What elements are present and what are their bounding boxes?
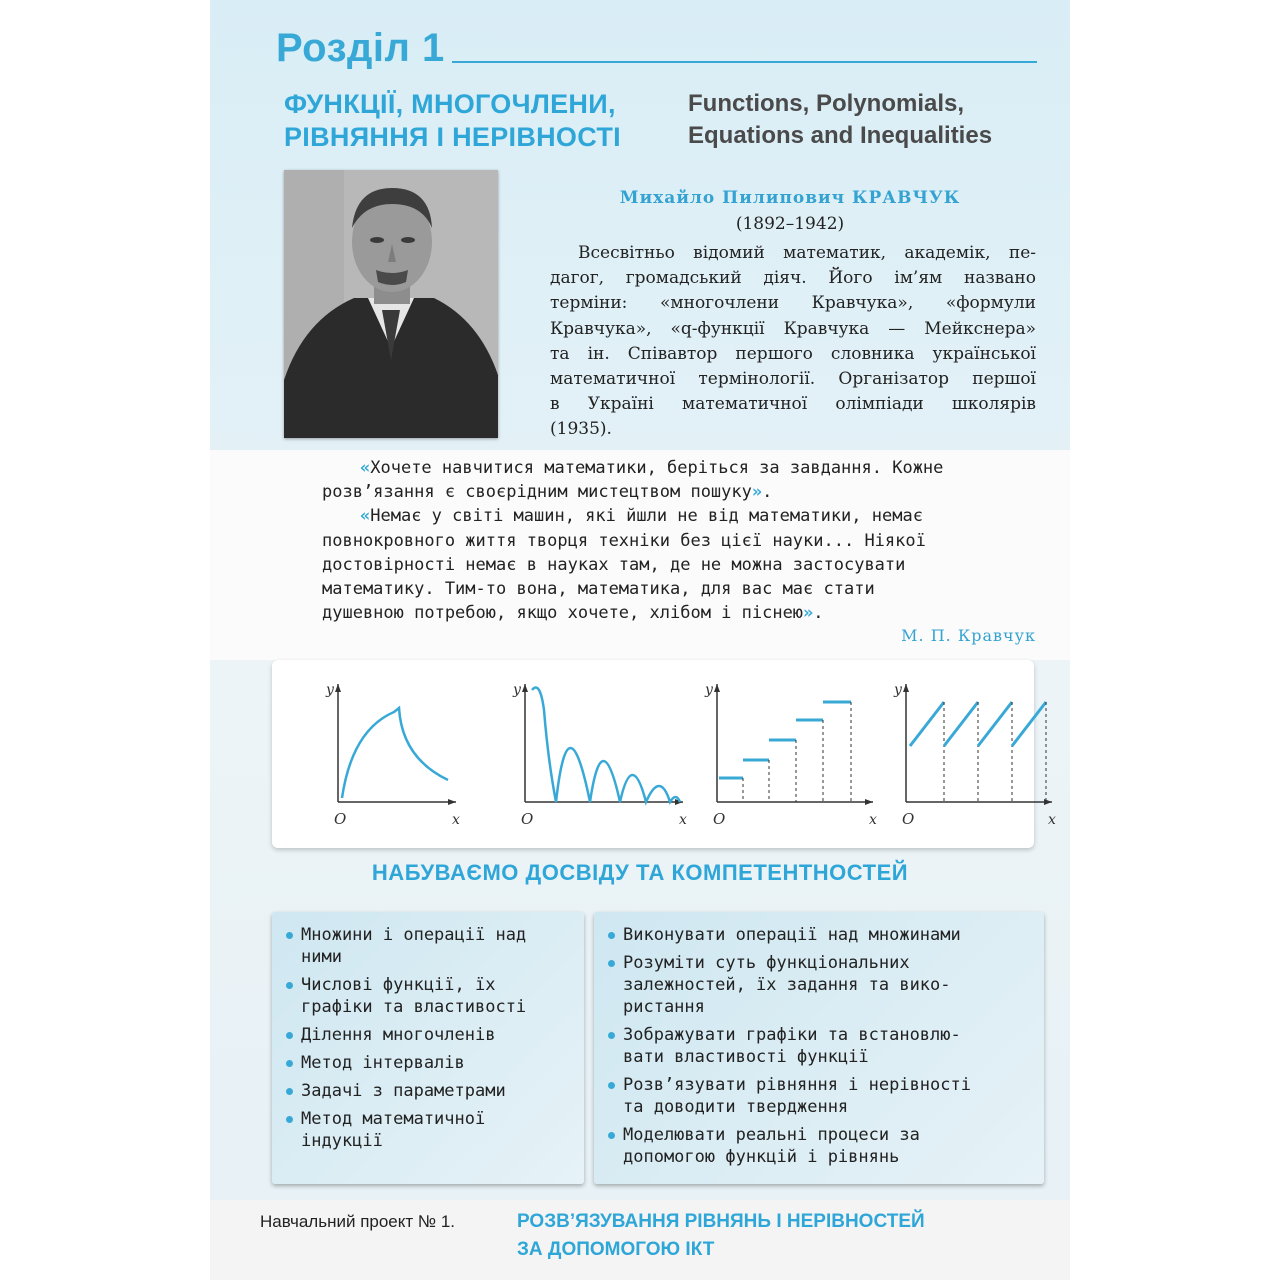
bio-line: Кравчука», «q-функції Кравчука — Мейкснера» (550, 318, 1036, 339)
competence-item (286, 974, 526, 1018)
open-quote-mark: « (360, 506, 371, 527)
section-label: Розділ 1 (276, 26, 445, 70)
competence-item (608, 1024, 971, 1068)
quote-text: достовірності немає в науках там, де не можна застосувати (322, 554, 906, 575)
bio-line: математичної термінології. Організатор першої (550, 369, 1036, 390)
competence-item-text: Розуміти суть функціональних (623, 953, 910, 973)
quote-line (322, 529, 1036, 553)
chapter-title-uk-line: РІВНЯННЯ І НЕРІВНОСТІ (284, 122, 621, 152)
quotes-block (322, 456, 1036, 625)
bullet-icon (608, 932, 615, 939)
competence-item (608, 924, 971, 946)
competence-item-text: Метод математичної (301, 1109, 486, 1129)
open-quote-mark: « (360, 458, 371, 478)
bullet-icon (608, 1082, 615, 1089)
competence-item-text: ними (301, 947, 342, 967)
close-quote-mark: » (803, 603, 814, 624)
bio-line: в Україні математичної олімпіади школярів (550, 394, 1036, 415)
competence-item-text: Задачі з параметрами (301, 1081, 506, 1101)
chapter-title-uk (284, 88, 621, 154)
competence-item-text: вати властивості функції (623, 1047, 869, 1067)
bullet-icon (608, 960, 615, 967)
bio-name: Михайло Пилипович КРАВЧУК (619, 188, 961, 208)
competence-item-text: Зображувати графіки та встановлю- (623, 1025, 961, 1045)
origin-label: O (902, 810, 915, 828)
quote-text: Хочете навчитися математики, беріться за завдання. Кожне (370, 458, 944, 478)
competence-item-text: Виконувати операції над множинами (623, 925, 961, 945)
y-axis-arrow-icon (335, 684, 341, 692)
sawtooth-segment (910, 702, 944, 746)
y-axis-arrow-icon (522, 684, 528, 692)
bullet-icon (286, 1088, 293, 1095)
quote-author: М. П. Кравчук (901, 626, 1036, 645)
competence-item (608, 1124, 971, 1168)
competence-item (286, 1080, 526, 1102)
competence-item-text: Числові функції, їх (301, 975, 496, 995)
bio-text (550, 241, 1036, 443)
competence-item-text: Множини і операції над (301, 925, 527, 945)
y-axis-arrow-icon (714, 684, 720, 692)
x-axis-label: x (679, 812, 687, 828)
skills-list (608, 924, 971, 1174)
bio-dates: (1892–1942) (735, 214, 845, 234)
graph-curve (532, 688, 680, 803)
chapter-title-en-line: Functions, Polynomials, (688, 90, 965, 117)
competence-item (286, 1052, 526, 1074)
graphs-panel (272, 660, 1056, 848)
quote-text: повнокровного життя творця техніки без цієї науки... Ніякої (322, 530, 926, 551)
bullet-icon (286, 982, 293, 989)
x-axis-label: x (452, 812, 460, 828)
project-title (517, 1208, 925, 1264)
competence-item-text: та доводити твердження (623, 1097, 849, 1117)
competence-item (286, 1024, 526, 1046)
graph-curve (342, 708, 448, 798)
competence-item-text: Ділення многочленів (301, 1025, 496, 1045)
bullet-icon (286, 1060, 293, 1067)
chapter-title-en-line: Equations and Inequalities (688, 122, 993, 149)
origin-label: O (521, 810, 534, 828)
topics-box (272, 912, 584, 1184)
bullet-icon (286, 1032, 293, 1039)
y-axis-label: y (894, 682, 902, 698)
topics-list (286, 924, 526, 1158)
competence-item-text: Розв’язувати рівняння і нерівності (623, 1075, 971, 1095)
y-axis-arrow-icon (903, 684, 909, 692)
quote-line (360, 456, 1036, 480)
quote-line (360, 504, 1036, 528)
y-axis-label: y (326, 682, 334, 698)
competence-item (286, 924, 526, 968)
bullet-icon (608, 1032, 615, 1039)
competence-item-text: Моделювати реальні процеси за (623, 1125, 920, 1145)
quote-line: душевною потребою, якщо хочете, хлібом і піснею». (322, 603, 824, 624)
section-rule (452, 61, 1037, 63)
quote-text: Немає у світі машин, які йшли не від математики, немає (370, 506, 923, 527)
bio-line: Всесвітньо відомий математик, академік, пе- (578, 243, 1036, 263)
x-axis-arrow-icon (865, 799, 873, 805)
quote-text: розв’язання є своєрідним мистецтвом пошуку (322, 482, 752, 503)
skills-box (594, 912, 1044, 1184)
quote-line (322, 577, 1036, 601)
bio-line: та ін. Співавтор першого словника української (550, 343, 1036, 364)
competence-item (608, 1074, 971, 1118)
project-title-line: ЗА ДОПОМОГОЮ ІКТ (517, 1239, 715, 1260)
quote-line: розв’язання є своєрідним мистецтвом пошуку». (322, 482, 773, 503)
chapter-title-uk-line: ФУНКЦІЇ, МНОГОЧЛЕНИ, (284, 89, 616, 119)
chapter-title-en (688, 88, 992, 152)
competence-item-text: допомогою функцій і рівнянь (623, 1147, 900, 1167)
competence-item-text: залежностей, їх задання та вико- (623, 975, 951, 995)
quote-text: математику. Тим-то вона, математика, для вас має стати (322, 579, 875, 600)
x-axis-arrow-icon (448, 799, 456, 805)
y-axis-label: y (513, 682, 521, 698)
bullet-icon (608, 1132, 615, 1139)
competence-item-text: індукції (301, 1131, 383, 1151)
bio-line: дагог, громадський діяч. Його ім’ям названо (550, 268, 1036, 289)
origin-label: O (713, 810, 726, 828)
bullet-icon (286, 1116, 293, 1123)
bio-line: терміни: «многочлени Кравчука», «формули (550, 293, 1036, 314)
quote-line (322, 553, 1036, 577)
competence-item (286, 1108, 526, 1152)
x-axis-label: x (869, 812, 877, 828)
bio-line: (1935). (550, 419, 612, 440)
competence-item-text: графіки та властивості (301, 997, 527, 1017)
sawtooth-segment (978, 702, 1012, 746)
y-axis-label: y (705, 682, 713, 698)
function-graphs (272, 660, 1056, 848)
competence-heading: НАБУВАЄМО ДОСВІДУ ТА КОМПЕТЕНТНОСТЕЙ (371, 860, 909, 885)
portrait-photo (284, 170, 498, 438)
bullet-icon (286, 932, 293, 939)
textbook-page (210, 0, 1070, 1280)
competence-item-text: Метод інтервалів (301, 1053, 465, 1073)
origin-label: O (334, 810, 347, 828)
project-label: Навчальний проект № 1. (260, 1212, 456, 1231)
quote-text: душевною потребою, якщо хочете, хлібом і піснею (322, 603, 804, 624)
close-quote-mark: » (751, 482, 763, 503)
sawtooth-segment (944, 702, 978, 746)
competence-item (608, 952, 971, 1018)
competence-item-text: ристання (623, 997, 705, 1017)
x-axis-label: x (1048, 812, 1056, 828)
project-title-line: РОЗВ’ЯЗУВАННЯ РІВНЯНЬ І НЕРІВНОСТЕЙ (517, 1211, 925, 1232)
